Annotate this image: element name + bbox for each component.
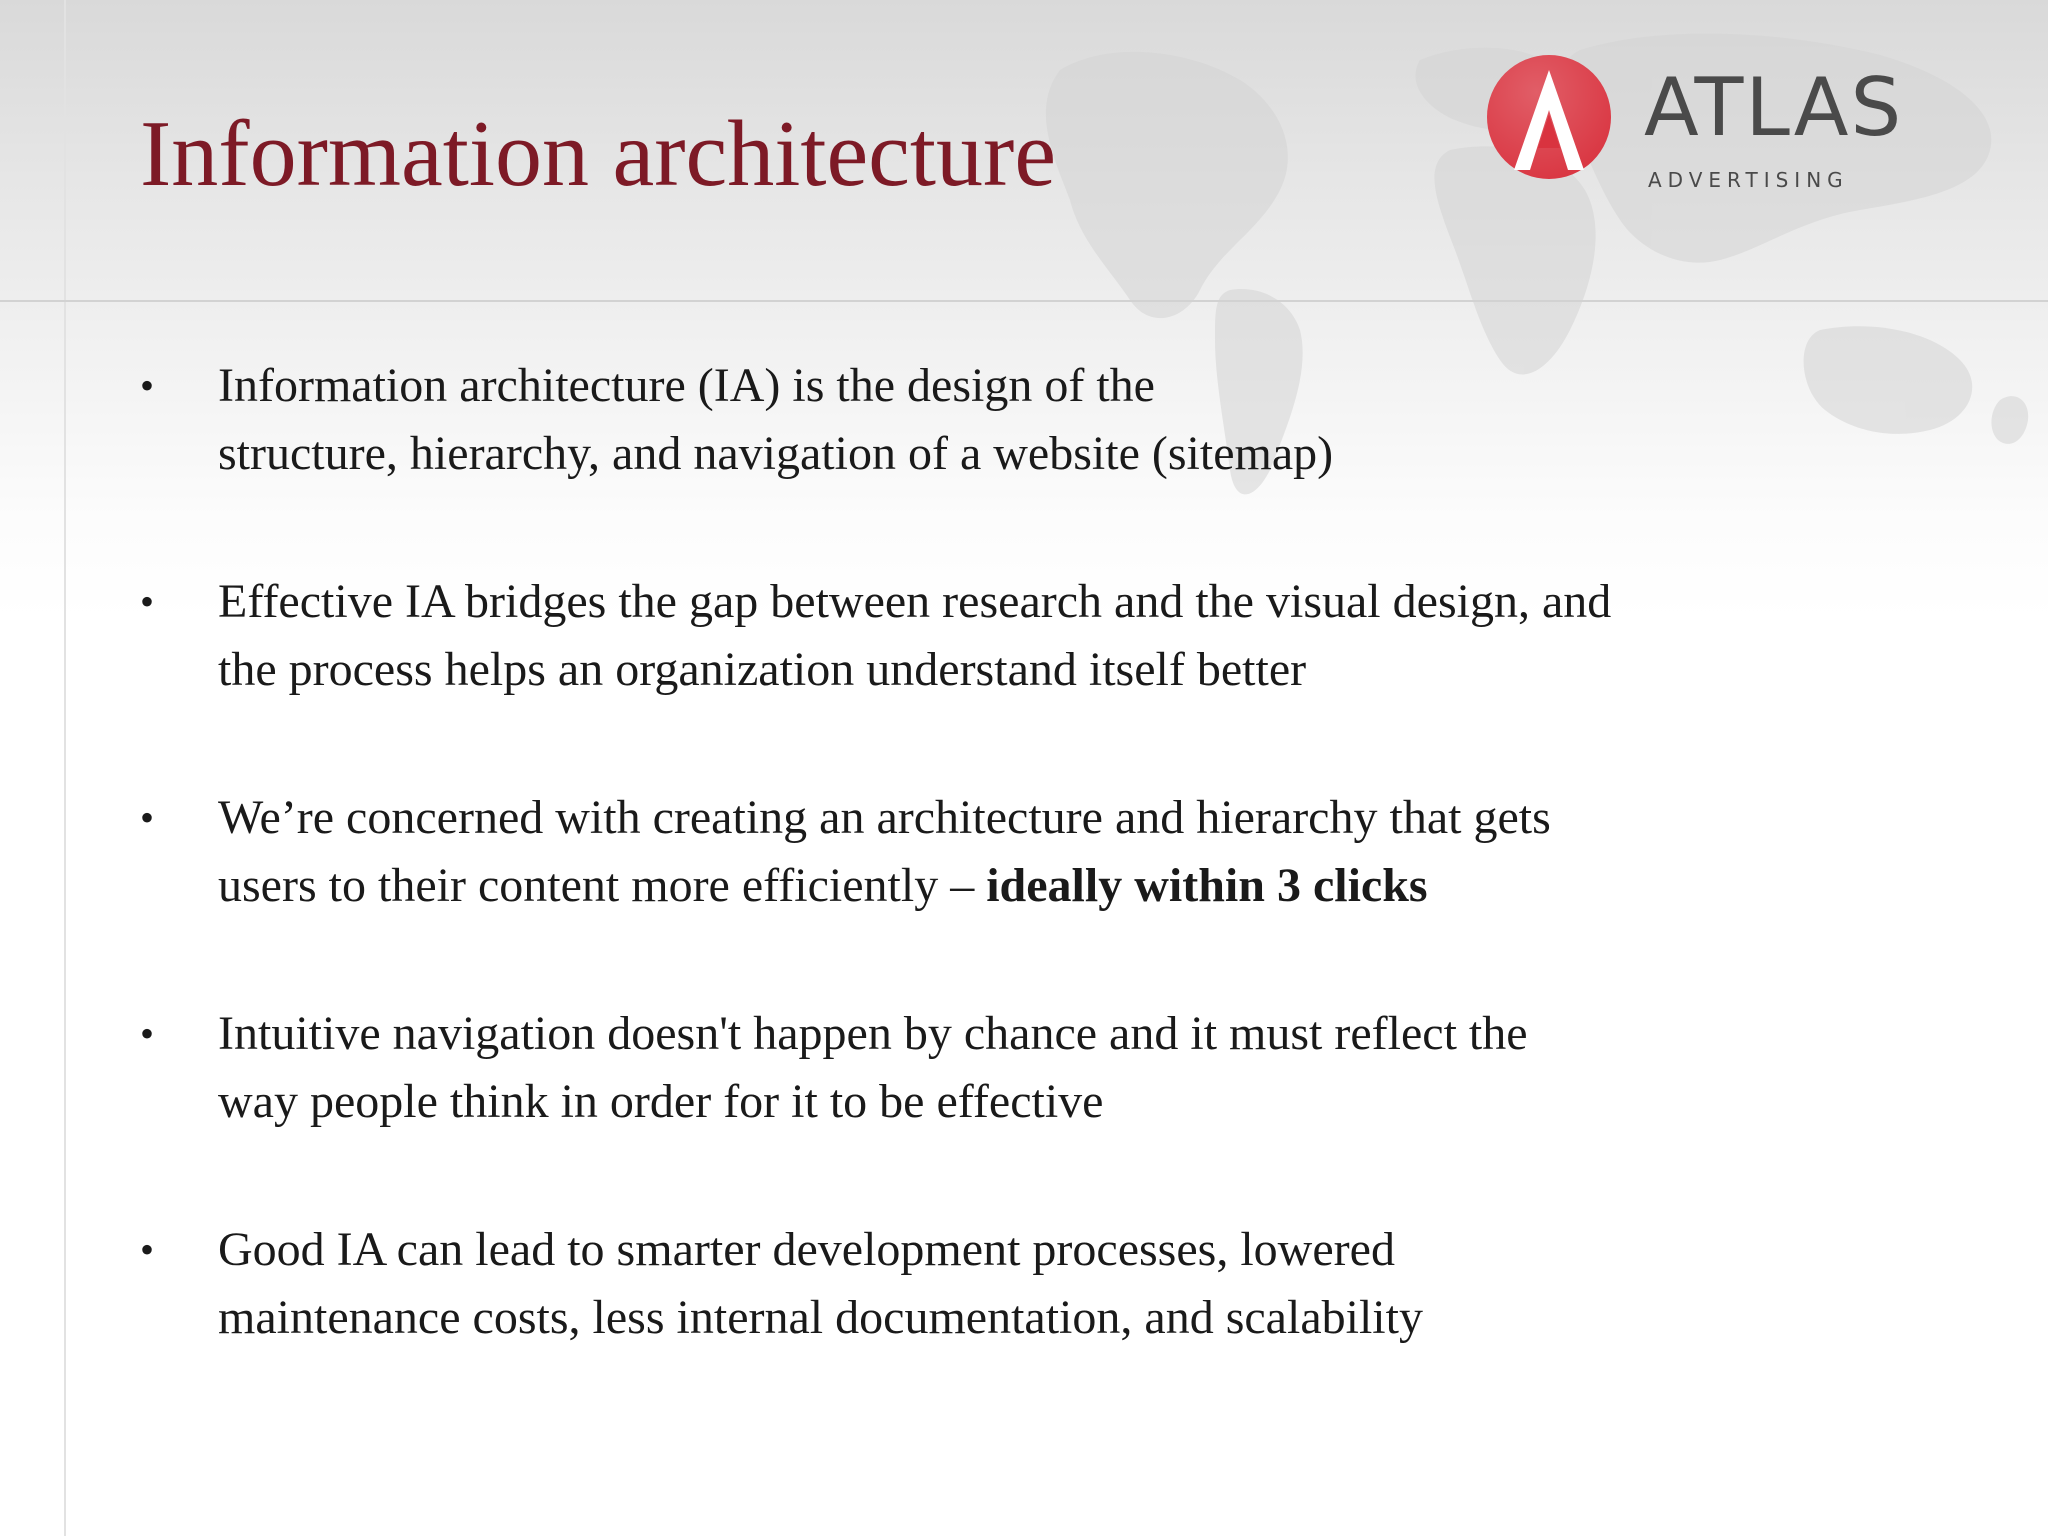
slide-title: Information architecture bbox=[140, 102, 1057, 206]
bullet-list bbox=[140, 352, 1920, 1432]
atlas-logo bbox=[1484, 52, 1904, 212]
vertical-guide-line bbox=[64, 0, 66, 1536]
bullet-marker: • bbox=[140, 1227, 155, 1272]
bullet-item bbox=[140, 784, 1920, 920]
header-divider bbox=[0, 300, 2048, 302]
bullet-text: users to their content more efficiently – bbox=[218, 859, 987, 912]
bullet-item bbox=[140, 568, 1920, 704]
bullet-emphasis: ideally within 3 clicks bbox=[986, 859, 1428, 912]
bullet-line: way people think in order for it to be effective bbox=[218, 1075, 1104, 1128]
bullet-line: Good IA can lead to smarter development processes, lowered bbox=[218, 1223, 1395, 1276]
bullet-line: Effective IA bridges the gap between research and the visual design, and bbox=[218, 575, 1612, 628]
bullet-marker: • bbox=[140, 579, 155, 624]
bullet-item bbox=[140, 352, 1920, 488]
bullet-line: maintenance costs, less internal documentation, and scalability bbox=[218, 1291, 1423, 1344]
bullet-line: Information architecture (IA) is the design of the bbox=[218, 359, 1155, 412]
bullet-line: We’re concerned with creating an architecture and hierarchy that gets bbox=[218, 791, 1551, 844]
bullet-line: structure, hierarchy, and navigation of a website (sitemap) bbox=[218, 427, 1334, 480]
bullet-item bbox=[140, 1216, 1920, 1352]
bullet-line: Intuitive navigation doesn't happen by chance and it must reflect the bbox=[218, 1007, 1528, 1060]
atlas-a-emblem-icon bbox=[1484, 52, 1614, 182]
logo-wordmark: ATLAS bbox=[1644, 61, 1904, 154]
logo-tagline: ADVERTISING bbox=[1648, 168, 1849, 192]
bullet-line: the process helps an organization understand itself better bbox=[218, 643, 1307, 696]
bullet-marker: • bbox=[140, 795, 155, 840]
bullet-marker: • bbox=[140, 363, 155, 408]
bullet-line-mixed bbox=[218, 852, 1920, 920]
bullet-marker: • bbox=[140, 1011, 155, 1056]
bullet-item bbox=[140, 1000, 1920, 1136]
